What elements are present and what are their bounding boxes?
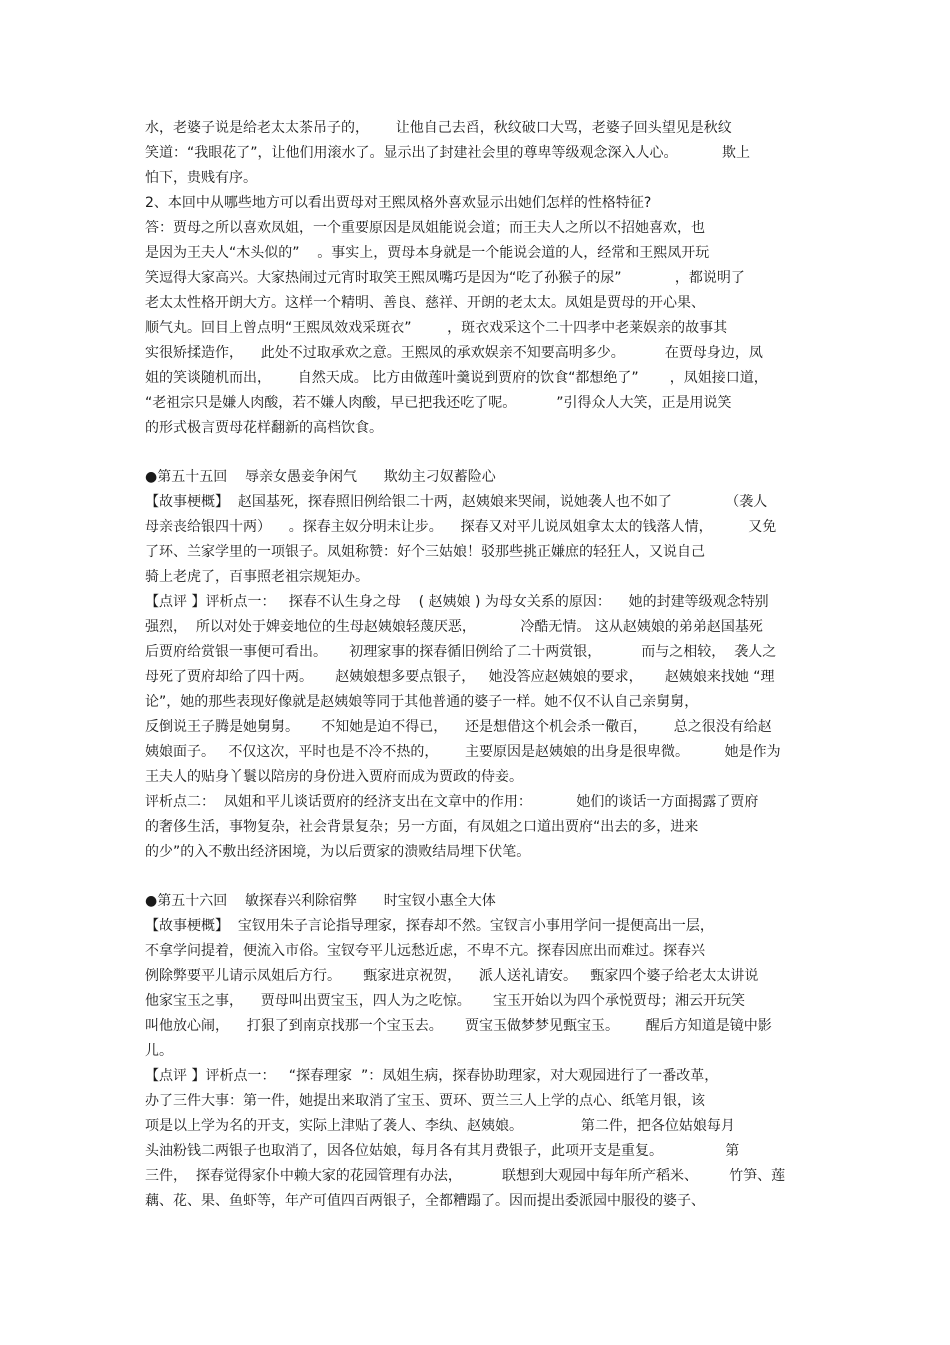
text-line: 【点评 】评析点一： 探春不认生身之母 ( 赵姨娘 ) 为母女关系的原因： 她的封建等级观念特别 xyxy=(145,594,769,610)
text-line: 反倒说王子腾是她舅舅。 不知她是迫不得已， 还是想借这个机会杀一儆百， 总之很没有给赵 xyxy=(145,719,772,735)
text-line: 项是以上学为名的开支，实际上津贴了袭人、李纨、赵姨娘。 第二件，把各位姑娘每月 xyxy=(145,1118,735,1134)
text-line: 【故事梗概】 宝钗用朱子言论指导理家，探春却不然。宝钗言小事用学问一提便高出一层， xyxy=(145,918,714,934)
text-line: 了环、兰家学里的一项银子。凤姐称赞：好个三姑娘！驳那些挑正嫌庶的轻狂人，又说自己 xyxy=(145,544,705,560)
text-line: 笑道：“我眼花了”，让他们用滚水了。显示出了封建社会里的尊卑等级观念深入人心。 欺上 xyxy=(145,145,751,161)
text-line: 论”，她的那些表现好像就是赵姨娘等同于其他普通的婆子一样。她不仅不认自己亲舅舅， xyxy=(145,694,699,710)
text-line: 笑逗得大家高兴。大家热闹过元宵时取笑王熙凤嘴巧是因为“吃了孙猴子的尿” ，都说明了 xyxy=(145,270,745,286)
text-line: 【点评 】评析点一： “探春理家 ”：凤姐生病，探春协助理家，对大观园进行了一番改革， xyxy=(145,1068,719,1084)
chapter-heading: ●第五十六回 敏探春兴利除宿弊 时宝钗小惠全大体 xyxy=(145,893,496,909)
text-line: 水，老婆子说是给老太太茶吊子的， 让他自己去舀，秋纹破口大骂，老婆子回头望见是秋纹 xyxy=(145,120,732,136)
text-line: 强烈， 所以对处于婢妾地位的生母赵姨娘轻蔑厌恶， 冷酷无情。 这从赵姨娘的弟弟赵国基死 xyxy=(145,619,763,635)
text-line: 后贾府给赏银一事便可看出。 初理家事的探春循旧例给了二十两赏银， 而与之相较， 袭人之 xyxy=(145,644,777,660)
text-line: 母死了贾府却给了四十两。 赵姨娘想多要点银子， 她没答应赵姨娘的要求， 赵姨娘来找她 “理 xyxy=(145,669,775,685)
text-line: 叫他放心闹， 打狠了到南京找那一个宝玉去。 贾宝玉做梦梦见甄宝玉。 醒后方知道是镜中影 xyxy=(145,1018,772,1034)
text-line: 顺气丸。回目上曾点明“王熙凤效戏采斑衣” ，斑衣戏采这个二十四孝中老莱娱亲的故事其 xyxy=(145,320,728,336)
text-line: 的形式极言贾母花样翻新的高档饮食。 xyxy=(145,420,383,436)
text-line: 藕、花、果、鱼虾等，年产可值四百两银子，全都糟蹋了。因而提出委派园中服役的婆子、 xyxy=(145,1193,705,1209)
text-line: 的奢侈生活，事物复杂，社会背景复杂；另一方面，有凤姐之口道出贾府“出去的多，进来 xyxy=(145,819,699,835)
text-line: 评析点二： 凤姐和平儿谈话贾府的经济支出在文章中的作用： 她们的谈话一方面揭露了贾府 xyxy=(145,794,759,810)
question-heading: 2、本回中从哪些地方可以看出贾母对王熙凤格外喜欢显示出她们怎样的性格特征? xyxy=(145,195,652,211)
text-line: 【故事梗概】 赵国基死，探春照旧例给银二十两，赵姨娘来哭闹，说她袭人也不如了 （袭人 xyxy=(145,494,768,510)
text-line: 是因为王夫人“木头似的” 。事实上，贾母本身就是一个能说会道的人，经常和王熙凤开玩 xyxy=(145,245,710,261)
text-line: 姨娘面子。 不仅这次，平时也是不冷不热的， 主要原因是赵姨娘的出身是很卑微。 她是作为 xyxy=(145,744,781,760)
text-line: 不拿学问提着，便流入市俗。宝钗夸平儿远愁近虑，不卑不亢。探春因庶出而难过。探春兴 xyxy=(145,943,705,959)
text-line: 他家宝玉之事， 贾母叫出贾宝玉，四人为之吃惊。 宝玉开始以为四个承悦贾母；湘云开玩笑 xyxy=(145,993,746,1009)
text-line: 姐的笑谈随机而出， 自然天成。 比方由做莲叶羹说到贾府的饮食“都想绝了” ，凤姐接口道， xyxy=(145,370,768,386)
text-line: 的少”的入不敷出经济困境，为以后贾家的溃败结局埋下伏笔。 xyxy=(145,844,531,860)
text-line: 骑上老虎了，百事照老祖宗规矩办。 xyxy=(145,569,369,585)
text-line: 头油粉钱二两银子也取消了，因各位姑娘，每月各有其月费银子，此项开支是重复。 第 xyxy=(145,1143,740,1159)
text-line: 例除弊要平儿请示凤姐后方行。 甄家进京祝贺， 派人送礼请安。 甄家四个婆子给老太太讲说 xyxy=(145,968,759,984)
text-line: 王夫人的贴身丫鬟以陪房的身份进入贾府而成为贾政的侍妾。 xyxy=(145,769,523,785)
text-line: 办了三件大事：第一件，她提出来取消了宝玉、贾环、贾兰三人上学的点心、纸笔月银，该 xyxy=(145,1093,705,1109)
text-line: 怕下，贵贱有序。 xyxy=(145,170,257,186)
text-line: 老太太性格开朗大方。这样一个精明、善良、慈祥、开朗的老太太。凤姐是贾母的开心果、 xyxy=(145,295,705,311)
text-line: “老祖宗只是嫌人肉酸，若不嫌人肉酸，早已把我还吃了呢。 ”引得众人大笑，正是用说笑 xyxy=(145,395,732,411)
text-line: 儿。 xyxy=(145,1043,173,1059)
chapter-heading: ●第五十五回 辱亲女愚妾争闲气 欺幼主刁奴蓄险心 xyxy=(145,469,496,485)
text-line: 实很矫揉造作， 此处不过取承欢之意。王熙凤的承欢娱亲不知要高明多少。 在贾母身边，凤 xyxy=(145,345,763,361)
text-line: 母亲丧给银四十两） 。探春主奴分明未让步。 探春又对平儿说凤姐拿太太的钱落人情， 又免 xyxy=(145,519,777,535)
text-line: 三件， 探春觉得家仆中赖大家的花园管理有办法， 联想到大观园中每年所产稻米、 竹笋、莲 xyxy=(145,1168,786,1184)
text-line: 答：贾母之所以喜欢凤姐，一个重要原因是凤姐能说会道；而王夫人之所以不招她喜欢，也 xyxy=(145,220,705,236)
